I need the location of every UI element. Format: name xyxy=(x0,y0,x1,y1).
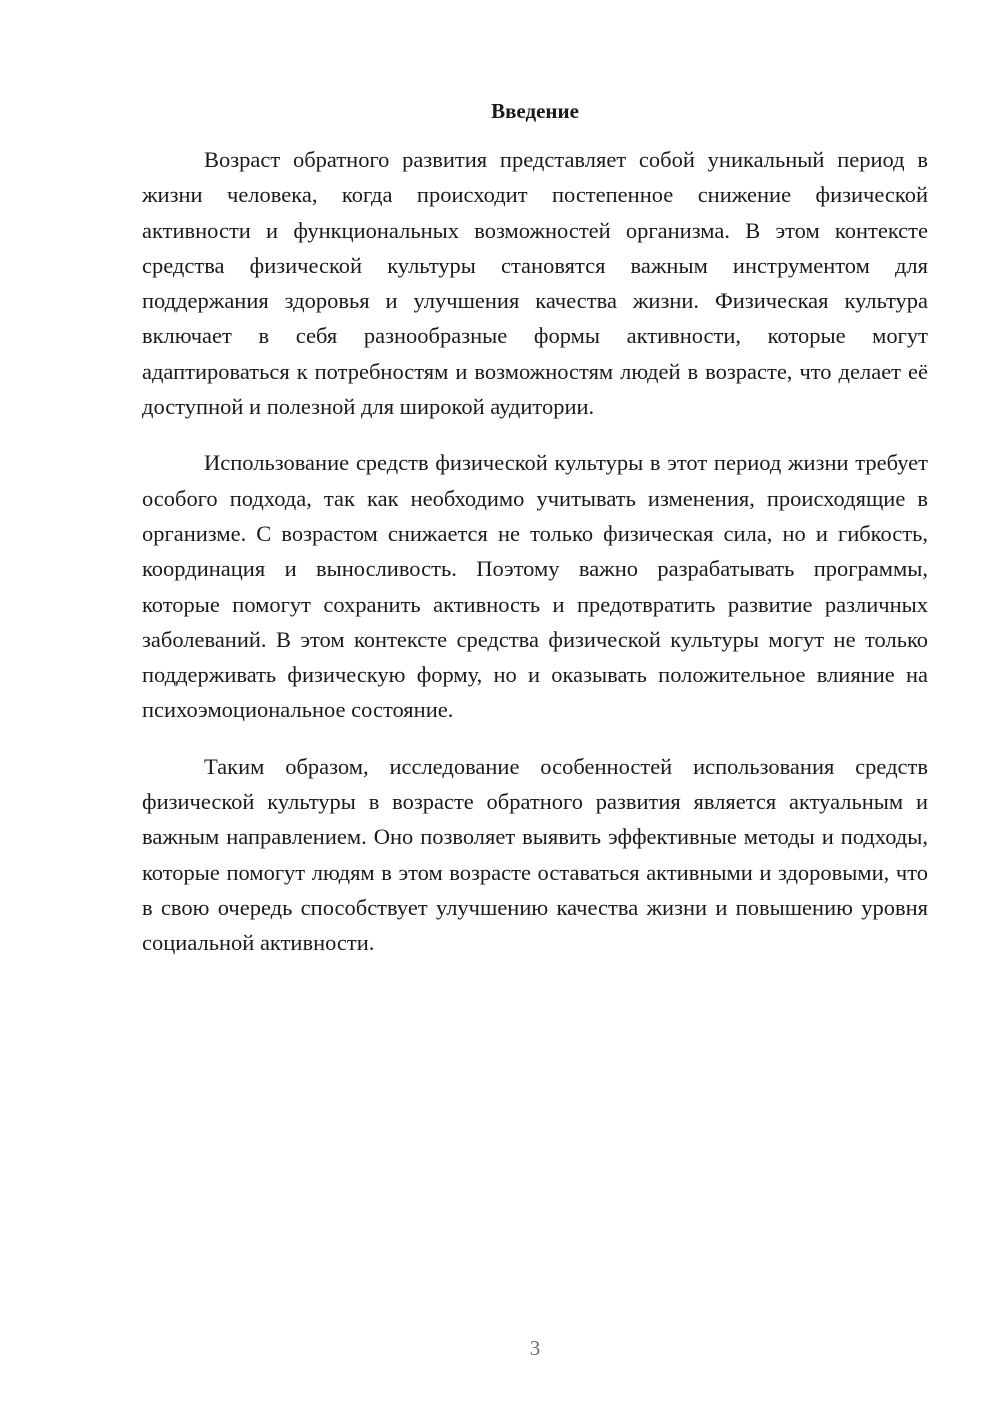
paragraph-1: Возраст обратного развития представляет собой уникальный период в жизни человека, когда происходит постепенное снижение физической активности и функциональных возможностей организма. В этом контексте средства физической культуры становятся важным инструментом для поддержания здоровья и улучшения качества жизни. Физическая культура включает в себя разнообразные формы активности, которые могут адаптироваться к потребностям и возможностям людей в возрасте, что делает её доступной и полезной для широкой аудитории. xyxy=(142,147,928,420)
section-heading: Введение xyxy=(491,99,579,123)
body-text xyxy=(142,142,928,982)
paragraph-3: Таким образом, исследование особенностей использования средств физической культуры в возрасте обратного развития является актуальным и важным направлением. Оно позволяет выявить эффективные методы и подходы, которые помогут людям в этом возрасте оставаться активными и здоровыми, что в свою очередь способствует улучшению качества жизни и повышению уровня социальной активности. xyxy=(142,753,928,956)
paragraph-2: Использование средств физической культуры в этот период жизни требует особого подхода, так как необходимо учитывать изменения, происходящие в организме. С возрастом снижается не только физическая сила, но и гибкость, координация и выносливость. Поэтому важно разрабатывать программы, которые помогут сохранить активность и предотвратить развитие различных заболеваний. В этом контексте средства физической культуры могут не только поддерживать физическую форму, но и оказывать положительное влияние на психоэмоциональное состояние. xyxy=(142,450,928,723)
page-number: 3 xyxy=(529,1336,541,1360)
